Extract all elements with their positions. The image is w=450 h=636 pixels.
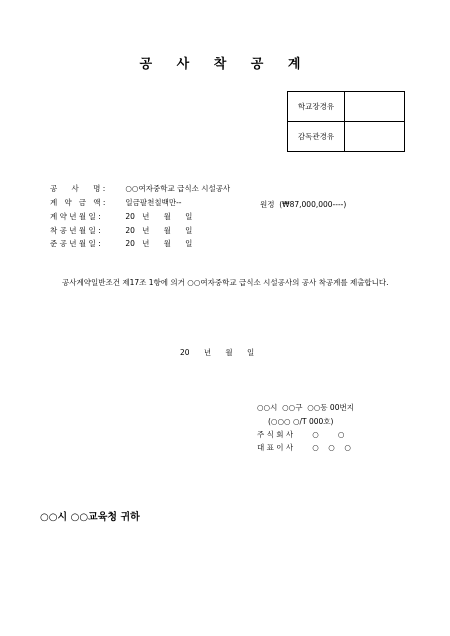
approval-table: [287, 91, 405, 152]
document-title: 공 사 착 공 계: [139, 57, 311, 72]
info-start-date: [50, 225, 192, 236]
submission-date: 20 년 월 일: [180, 348, 255, 357]
body-paragraph: 공사계약일반조건 제17조 1항에 의거 ○○여자중학교 급식소 시설공사의 공사 착공계를 제출합니다.: [62, 278, 389, 287]
signature-ceo: 대 표 이 사 ○ ○ ○: [257, 443, 351, 452]
info-contract-amount-value: 일금팔천칠백만--: [123, 198, 182, 207]
recipient: ○○시 ○○교육청 귀하: [40, 512, 140, 523]
info-contract-date-value: 20 년 월 일: [123, 212, 193, 221]
signature-company: 주 식 회 사 ○ ○: [257, 430, 345, 439]
info-start-date-label: 착 공 년 월 일 :: [50, 226, 101, 235]
info-contract-amount-label: 계 약 금 액 :: [50, 198, 106, 207]
info-start-date-value: 20 년 월 일: [123, 226, 193, 235]
info-completion-date-value: 20 년 월 일: [123, 239, 193, 248]
info-contract-date: [50, 211, 192, 222]
approval-cell-supervisor: [345, 122, 405, 152]
info-completion-date-label: 준 공 년 월 일 :: [50, 239, 101, 248]
signature-address-detail: (○○○ ○/T 000호): [268, 417, 334, 426]
approval-row-supervisor: [288, 122, 405, 152]
info-project-name-value: ○○여자중학교 급식소 시설공사: [123, 184, 231, 193]
signature-address: ○○시 ○○구 ○○동 00번지: [257, 403, 354, 412]
info-contract-date-label: 계 약 년 월 일 :: [50, 212, 101, 221]
approval-row-principal: [288, 92, 405, 122]
info-completion-date: [50, 238, 192, 249]
approval-label-supervisor: 감독관경유: [288, 122, 345, 152]
info-project-name: [50, 183, 230, 194]
approval-label-principal: 학교장경유: [288, 92, 345, 122]
info-project-name-label: 공 사 명 :: [50, 184, 106, 193]
info-contract-amount: [50, 197, 182, 208]
info-contract-amount-numeric: 원정 (₩87,000,000----): [260, 200, 347, 209]
approval-cell-principal: [345, 92, 405, 122]
